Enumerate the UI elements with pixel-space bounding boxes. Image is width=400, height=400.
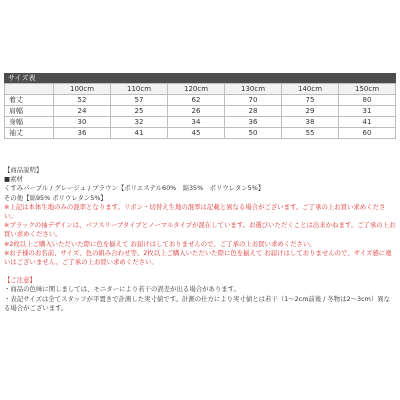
- row-label: 袖丈: [5, 128, 54, 139]
- note-size-feel: ※お子様のお名前、サイズ、色の組み合わせ等、2枚以上ご購入いただいた際に色を揃えて お届けはしておりませんので、サイズ感に違いはございません。ご了承の上お買い求めください。: [4, 248, 392, 267]
- size-column-header: 140cm: [282, 84, 339, 95]
- table-cell: 29: [282, 106, 339, 117]
- table-cell: 70: [225, 95, 282, 106]
- table-cell: 34: [168, 117, 225, 128]
- caution-color: ・商品の色味に関しましては、モニターにより若干の誤差が出る場合があります。: [4, 285, 240, 294]
- table-cell: 36: [54, 128, 111, 139]
- table-cell: 25: [111, 106, 168, 117]
- caution-heading: 【ご注意】: [4, 276, 36, 285]
- table-cell: 24: [54, 106, 111, 117]
- row-label: 着丈: [5, 95, 54, 106]
- size-column-header: 110cm: [111, 84, 168, 95]
- table-cell: 50: [225, 128, 282, 139]
- table-row: [5, 128, 396, 139]
- table-row: [5, 95, 396, 106]
- material-composition-other: その他【綿95% ポリウレタン5%】: [4, 193, 107, 202]
- table-cell: 28: [225, 106, 282, 117]
- product-description: [4, 166, 396, 313]
- table-cell: 60: [339, 128, 396, 139]
- row-label: 身幅: [5, 117, 54, 128]
- table-cell: 30: [54, 117, 111, 128]
- size-column-header: 150cm: [339, 84, 396, 95]
- table-cell: 41: [111, 128, 168, 139]
- table-cell: 31: [339, 106, 396, 117]
- size-chart: [4, 73, 396, 139]
- table-cell: 26: [168, 106, 225, 117]
- note-sleeve-design: ※ブラックの袖デザインは、パフスリーブタイプとノーマルタイプが混在しています。お選びいただくことは出来かねます。ご了承の上お買い求めください。: [4, 221, 396, 239]
- material-label: ■素材: [4, 175, 23, 184]
- size-column-header: 130cm: [225, 84, 282, 95]
- description-heading: 【商品説明】: [4, 166, 43, 174]
- table-cell: 55: [282, 128, 339, 139]
- caution-measurement: ・表記サイズは全てスタッフが平置きで計測した実寸値です。計測の仕方により実寸値とは若干（1〜2cm前後 / 冬物は2〜3cm）異なる場合がございます。: [4, 294, 391, 312]
- table-row: [5, 106, 396, 117]
- section-spacer: [4, 267, 396, 276]
- table-cell: 57: [111, 95, 168, 106]
- note-color-matching: ※2枚以上ご購入いただいた際に色を揃えて お届けはしておりませんので、ご了承の上お買い求めください。: [4, 239, 316, 248]
- table-cell: 38: [282, 117, 339, 128]
- size-chart-title: サイズ表: [4, 73, 396, 83]
- material-composition: くすみパープル / グレージュ / ブラウン【ポリエステル60% 綿35% ポリウレタン5%】: [4, 184, 265, 193]
- table-cell: 80: [339, 95, 396, 106]
- table-cell: 41: [339, 117, 396, 128]
- table-row: [5, 117, 396, 128]
- table-cell: 62: [168, 95, 225, 106]
- table-cell: 52: [54, 95, 111, 106]
- size-column-header: 120cm: [168, 84, 225, 95]
- table-cell: 32: [111, 117, 168, 128]
- note-blend-ratio: ※上記は本体生地のみの混率となります。リボン・切替え生地の混率は記載と異なる場合がございます。ご了承の上お買い求めください。: [4, 202, 386, 221]
- row-label: 肩幅: [5, 106, 54, 117]
- size-table-corner-cell: [5, 84, 54, 95]
- table-cell: 45: [168, 128, 225, 139]
- table-cell: 75: [282, 95, 339, 106]
- size-column-header: 100cm: [54, 84, 111, 95]
- size-table: [4, 83, 396, 139]
- size-table-header-row: [5, 84, 396, 95]
- table-cell: 36: [225, 117, 282, 128]
